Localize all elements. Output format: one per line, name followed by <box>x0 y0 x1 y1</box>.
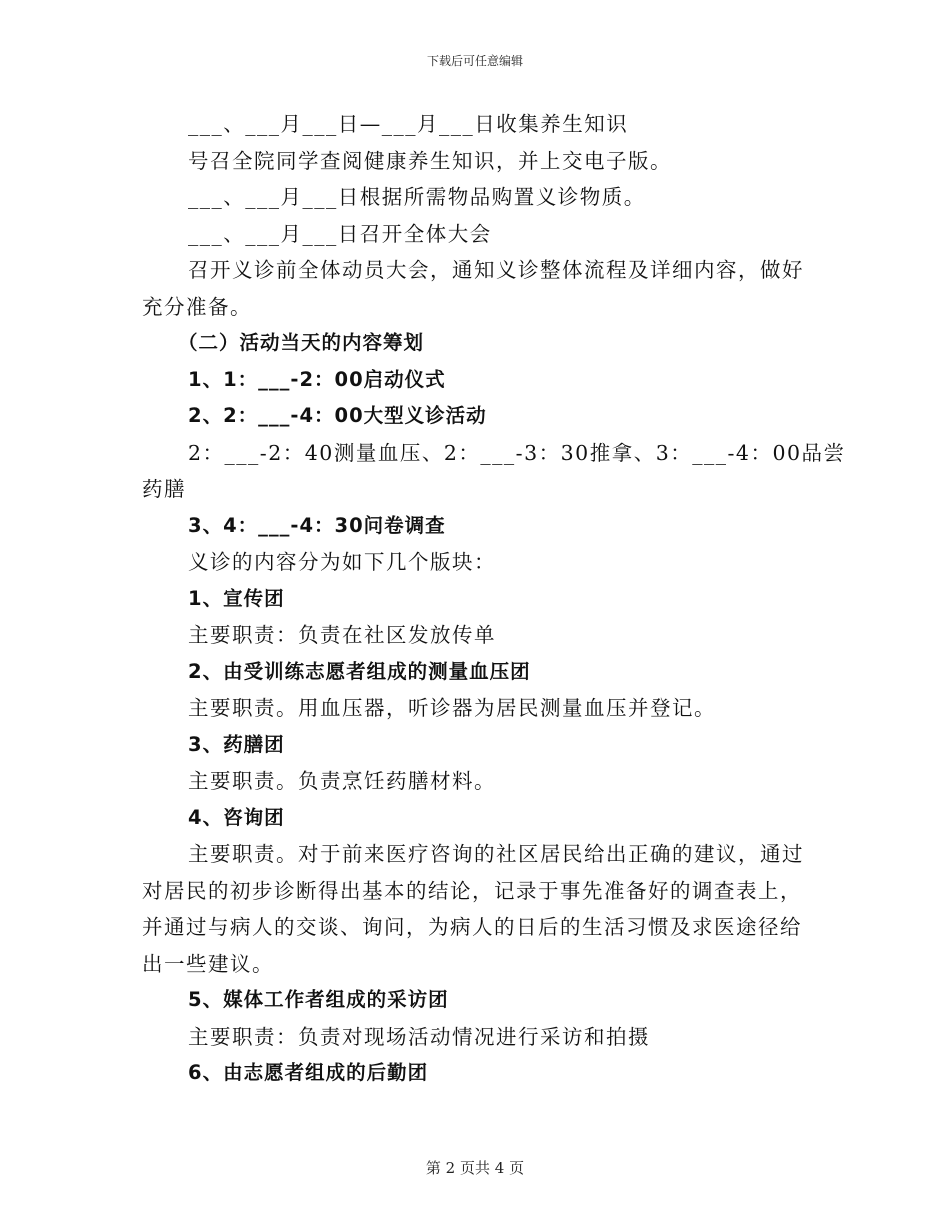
team-duty: 主要职责。负责烹饪药膳材料。 <box>188 769 496 793</box>
paragraph-line: 出一些建议。 <box>142 951 274 976</box>
team-duty: 主要职责。对于前来医疗咨询的社区居民给出正确的建议，通过 <box>188 842 804 866</box>
agenda-item-heading: 3、4：___-4：30问卷调查 <box>188 513 446 537</box>
paragraph-line: 充分准备。 <box>142 294 252 319</box>
schedule-line-purchase: ___、___月___日根据所需物品购置义诊物质。 <box>188 185 646 209</box>
team-heading: 2、由受训练志愿者组成的测量血压团 <box>188 659 531 683</box>
schedule-line-meeting: ___、___月___日召开全体大会 <box>188 221 492 246</box>
schedule-line-collect: ___、___月___日—___月___日收集养生知识 <box>188 112 629 136</box>
team-heading: 3、药膳团 <box>188 732 285 756</box>
paragraph-line: 对居民的初步诊断得出基本的结论，记录于事先准备好的调查表上， <box>142 878 802 903</box>
team-duty: 主要职责。用血压器，听诊器为居民测量血压并登记。 <box>188 696 716 720</box>
page-footer: 第 2 页共 4 页 <box>425 1159 525 1177</box>
paragraph-line: 2：___-2：40测量血压、2：___-3：30推拿、3：___-4：00品尝 <box>188 440 846 465</box>
agenda-item-heading: 2、2：___-4：00大型义诊活动 <box>188 404 487 427</box>
agenda-item-heading: 1、1：___-2：00启动仪式 <box>188 367 446 391</box>
paragraph-line: 并通过与病人的交谈、询问，为病人的日后的生活习惯及求医途径给 <box>142 915 802 939</box>
paragraph-line: 药膳 <box>142 477 186 501</box>
paragraph-line: 召开义诊前全体动员大会，通知义诊整体流程及详细内容，做好 <box>188 258 804 282</box>
team-heading: 4、咨询团 <box>188 805 285 829</box>
team-heading: 5、媒体工作者组成的采访团 <box>188 988 449 1011</box>
paragraph-line: 号召全院同学查阅健康养生知识，并上交电子版。 <box>188 148 672 173</box>
paragraph-line: 义诊的内容分为如下几个版块： <box>188 550 496 574</box>
team-duty: 主要职责：负责在社区发放传单 <box>188 623 496 647</box>
team-heading: 6、由志愿者组成的后勤团 <box>188 1061 429 1084</box>
page-header: 下载后可任意编辑 <box>426 54 523 68</box>
team-duty: 主要职责：负责对现场活动情况进行采访和拍摄 <box>188 1024 650 1049</box>
team-heading: 1、宣传团 <box>188 586 285 610</box>
section-heading: （二）活动当天的内容筹划 <box>178 331 425 354</box>
